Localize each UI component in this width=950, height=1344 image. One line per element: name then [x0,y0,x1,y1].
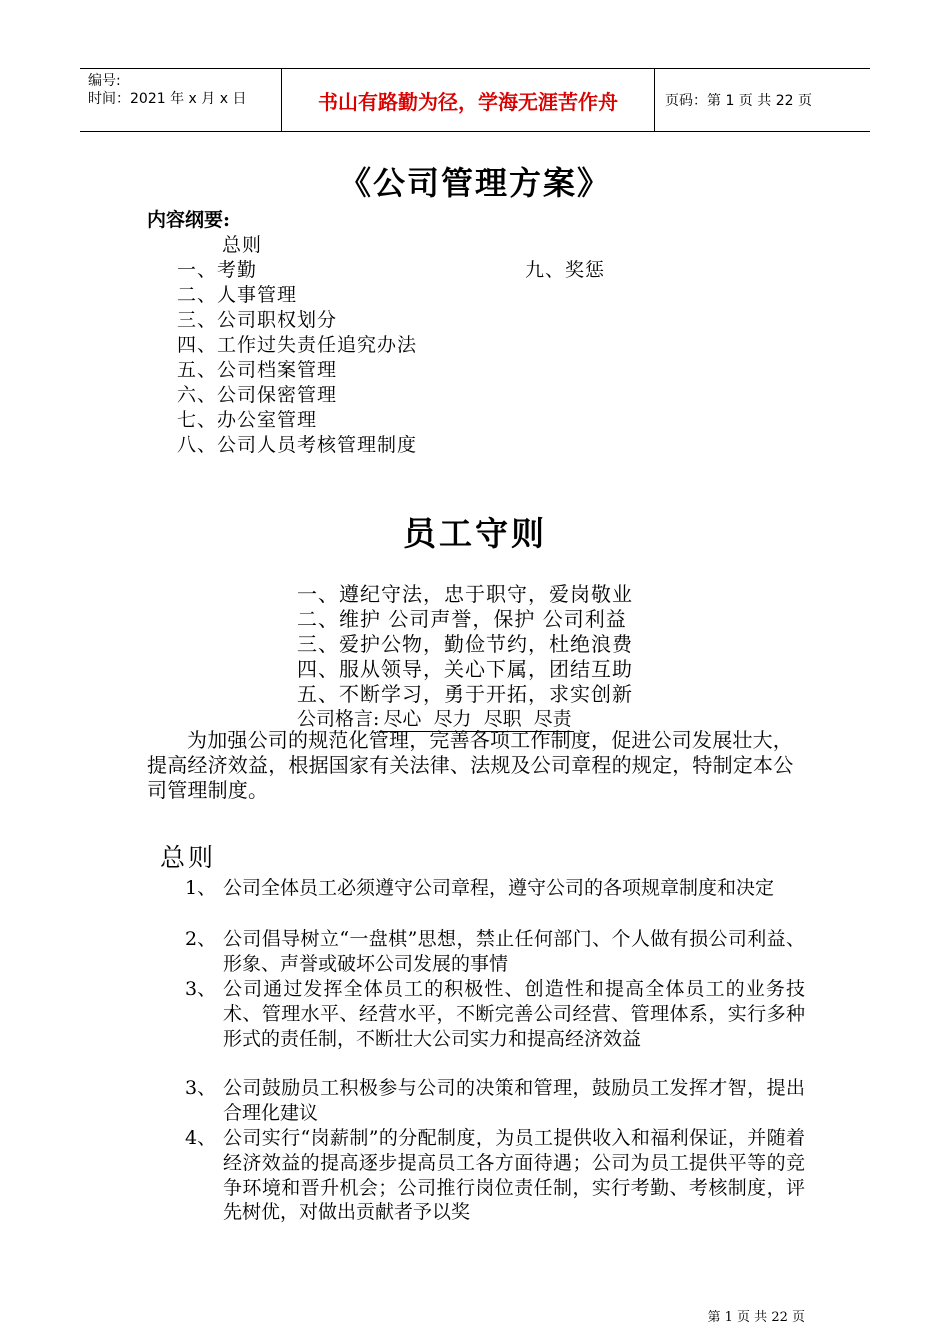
general-item-text: 公司通过发挥全体员工的积极性、创造性和提高全体员工的业务技术、管理水平、经营水平，不断完善公司经营、管理体系，实行多种形式的责任制，不断壮大公司实力和提高经济效益 [223,978,805,1050]
general-item-text: 公司倡导树立“一盘棋”思想，禁止任何部门、个人做有损公司利益、形象、声誉或破坏公司发展的事情 [223,928,805,975]
general-item [185,977,805,1051]
code-of-conduct-title: 员工守则 [403,514,547,553]
outline-item: 二、人事管理 [177,284,298,306]
page-header [80,68,870,132]
conduct-rule: 三、爱护公物，勤俭节约，杜绝浪费 [297,632,633,656]
general-item [185,876,805,901]
general-item-number: 2、 [185,928,217,950]
company-motto-text: 尽心 尽力 尽职 尽责 [379,708,573,732]
general-item-text: 公司鼓励员工积极参与公司的决策和管理，鼓励员工发挥才智，提出合理化建议 [223,1077,805,1124]
page-footer: 第 1 页 共 22 页 [707,1310,805,1325]
general-item-number: 4、 [185,1127,217,1149]
header-meta [80,69,282,131]
general-item-number: 3、 [185,1077,217,1099]
general-item [185,1076,805,1126]
header-motto: 书山有路勤为径，学海无涯苦作舟 [282,69,655,131]
document-title: 《公司管理方案》 [338,164,611,202]
conduct-rule: 一、遵纪守法，忠于职守，爱岗敬业 [297,582,633,606]
general-item [185,1126,805,1225]
general-item-text: 公司实行“岗薪制”的分配制度，为员工提供收入和福利保证，并随着经济效益的提高逐步提高员工各方面待遇；公司为员工提供平等的竞争环境和晋升机会；公司推行岗位责任制，实行考勤、考核制度，评先树优，对做出贡献者予以奖 [223,1127,805,1224]
outline-item: 四、工作过失责任追究办法 [177,334,418,356]
header-code-label: 编号: [88,73,121,89]
conduct-rule: 四、服从领导，关心下属，团结互助 [297,657,633,681]
outline-item: 五、公司档案管理 [177,359,338,381]
outline-heading: 内容纲要: [147,209,231,231]
intro-paragraph: 为加强公司的规范化管理，完善各项工作制度，促进公司发展壮大，提高经济效益，根据国家有关法律、法规及公司章程的规定，特制定本公司管理制度。 [147,728,794,802]
outline-item: 三、公司职权划分 [177,309,338,331]
company-motto-label: 公司格言: [297,708,380,730]
outline-item: 一、考勤 [177,259,258,281]
general-heading: 总则 [160,843,217,872]
header-time-label: 时间：2021 年 x 月 x 日 [88,91,247,107]
general-item-number: 1、 [185,877,217,899]
conduct-rule: 五、不断学习，勇于开拓，求实创新 [297,682,633,706]
general-item [185,927,805,977]
outline-item: 六、公司保密管理 [177,384,338,406]
general-item-number: 3、 [185,978,217,1000]
outline-item: 八、公司人员考核管理制度 [177,434,418,456]
general-item-text: 公司全体员工必须遵守公司章程，遵守公司的各项规章制度和决定 [223,877,775,899]
outline-item: 九、奖惩 [525,259,606,281]
outline-item: 七、办公室管理 [177,409,318,431]
conduct-rule: 二、维护 公司声誉，保护 公司利益 [297,607,627,631]
outline-item: 总则 [222,234,263,256]
header-page-info: 页码：第 1 页 共 22 页 [665,93,812,109]
